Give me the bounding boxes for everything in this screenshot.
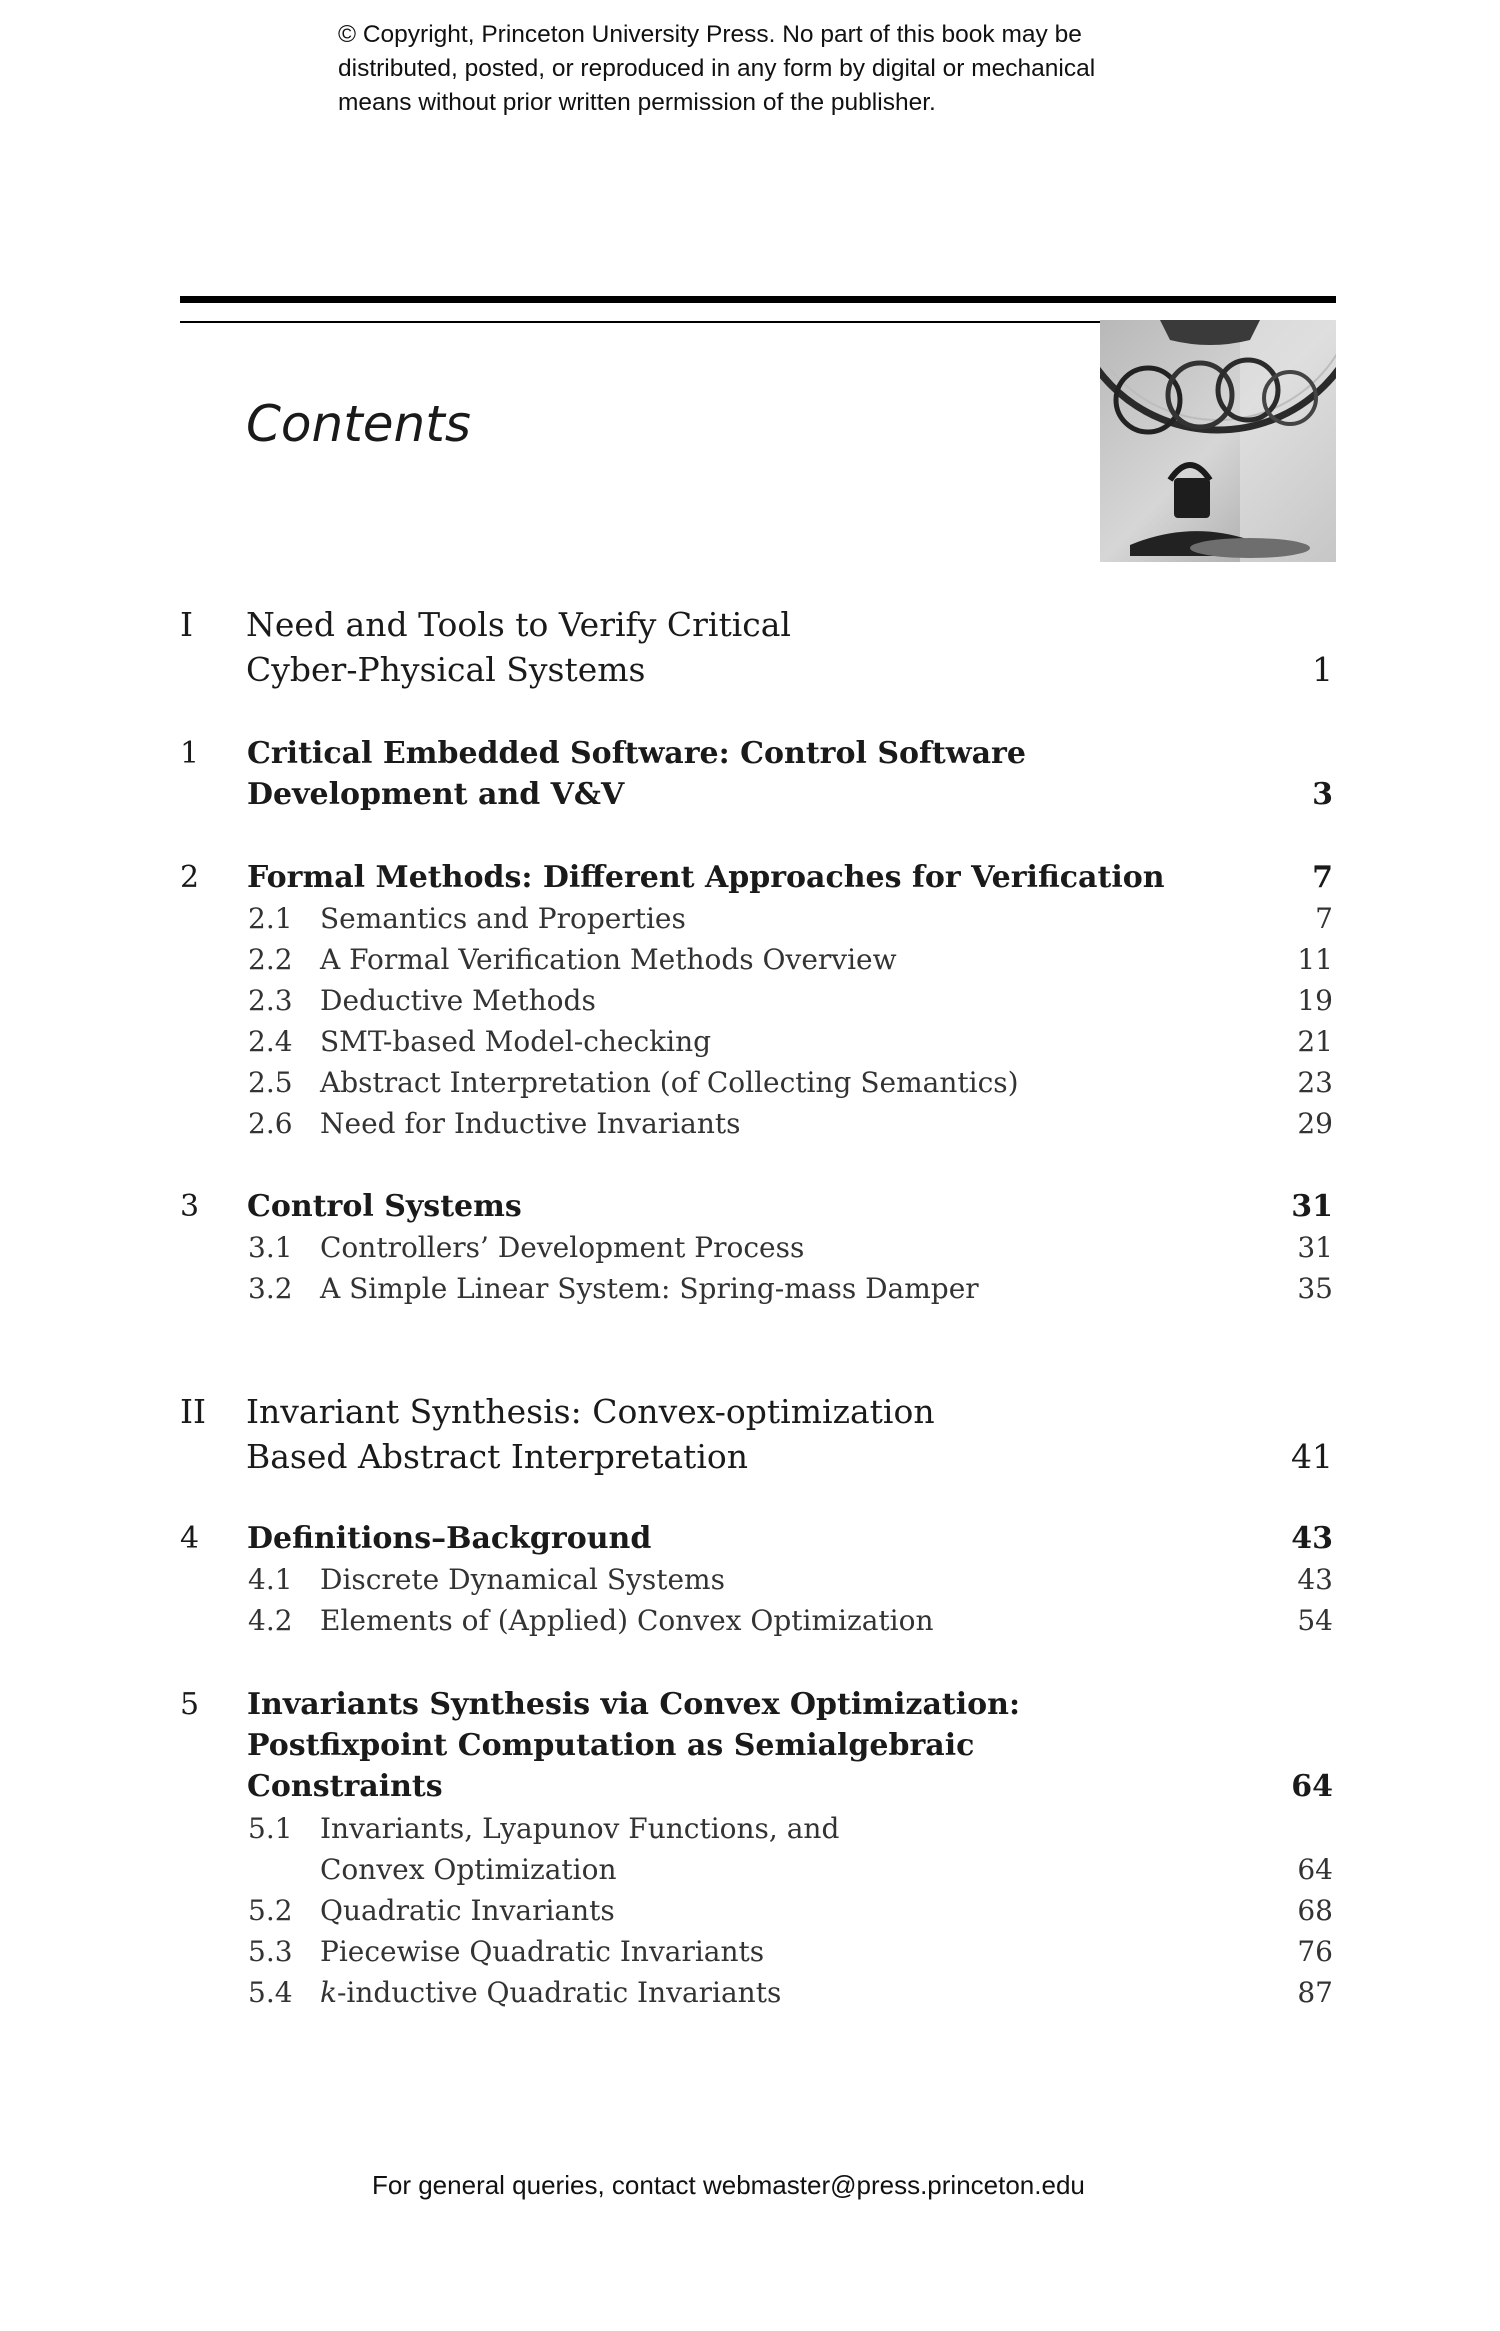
page-number: 3 xyxy=(1312,777,1333,812)
part-title: Need and Tools to Verify Critical xyxy=(246,605,791,644)
chapter-title: Formal Methods: Different Approaches for Verification xyxy=(247,860,1165,895)
section-number: 3.2 xyxy=(248,1272,293,1305)
footer-contact: For general queries, contact webmaster@press.princeton.edu xyxy=(372,2170,1085,2200)
section-title: Deductive Methods xyxy=(320,984,596,1017)
chapter-title: Invariants Synthesis via Convex Optimization: xyxy=(247,1687,1021,1722)
section-title xyxy=(320,1972,781,2013)
section-number: 2.3 xyxy=(248,984,293,1017)
chapter-number: 1 xyxy=(180,736,200,771)
section-title: Discrete Dynamical Systems xyxy=(320,1563,725,1596)
page-number: 7 xyxy=(1312,860,1333,895)
page-number: 64 xyxy=(1297,1853,1333,1886)
chapter-title: Postfixpoint Computation as Semialgebraic xyxy=(247,1728,975,1763)
chapter-title: Critical Embedded Software: Control Software xyxy=(247,736,1026,771)
page-number: 23 xyxy=(1297,1066,1333,1099)
page-number: 35 xyxy=(1297,1272,1333,1305)
chapter-number: 4 xyxy=(180,1521,200,1556)
section-title: Elements of (Applied) Convex Optimization xyxy=(320,1604,934,1637)
part-number: II xyxy=(180,1392,207,1431)
page-number: 21 xyxy=(1297,1025,1333,1058)
part-title: Based Abstract Interpretation xyxy=(246,1437,748,1476)
section-number: 5.4 xyxy=(248,1976,293,2009)
section-title-text: -inductive Quadratic Invariants xyxy=(336,1976,782,2009)
section-title: A Simple Linear System: Spring-mass Damper xyxy=(320,1272,979,1305)
page-number: 7 xyxy=(1315,902,1333,935)
section-title: Need for Inductive Invariants xyxy=(320,1107,741,1140)
math-variable: k xyxy=(320,1976,337,2009)
chapter-title: Control Systems xyxy=(247,1189,522,1224)
section-number: 2.2 xyxy=(248,943,293,976)
page-number: 31 xyxy=(1291,1189,1333,1224)
section-title: A Formal Verification Methods Overview xyxy=(320,943,897,976)
page-number: 43 xyxy=(1297,1563,1333,1596)
section-number: 2.6 xyxy=(248,1107,293,1140)
chapter-title: Definitions–Background xyxy=(247,1521,652,1556)
section-number: 2.1 xyxy=(248,902,293,935)
section-number: 2.4 xyxy=(248,1025,293,1058)
chapter-number: 3 xyxy=(180,1189,200,1224)
section-number: 5.3 xyxy=(248,1935,293,1968)
section-number: 3.1 xyxy=(248,1231,293,1264)
page-number: 19 xyxy=(1297,984,1333,1017)
copyright-line: distributed, posted, or reproduced in any form by digital or mechanical xyxy=(338,55,1096,82)
part-number: I xyxy=(180,605,194,644)
page-number: 43 xyxy=(1291,1521,1333,1556)
page-number: 1 xyxy=(1312,650,1333,689)
chapter-title: Development and V&V xyxy=(247,777,625,812)
page-number: 64 xyxy=(1291,1769,1333,1804)
section-title: Semantics and Properties xyxy=(320,902,686,935)
chapter-number: 5 xyxy=(180,1687,200,1722)
page-number: 68 xyxy=(1297,1894,1333,1927)
section-title: Invariants, Lyapunov Functions, and xyxy=(320,1812,840,1845)
section-title: Controllers’ Development Process xyxy=(320,1231,805,1264)
section-number: 4.1 xyxy=(248,1563,293,1596)
copyright-line: © Copyright, Princeton University Press. No part of this book may be xyxy=(338,21,1082,48)
page-number: 76 xyxy=(1297,1935,1333,1968)
section-title: Convex Optimization xyxy=(320,1853,617,1886)
page-number: 41 xyxy=(1291,1437,1333,1476)
section-number: 2.5 xyxy=(248,1066,293,1099)
page-number: 11 xyxy=(1297,943,1333,976)
copyright-line: means without prior written permission of the publisher. xyxy=(338,89,936,116)
section-title: Abstract Interpretation (of Collecting Semantics) xyxy=(320,1066,1019,1099)
section-number: 5.1 xyxy=(248,1812,293,1845)
page-number: 87 xyxy=(1297,1976,1333,2009)
chapter-title: Constraints xyxy=(247,1769,443,1804)
part-title: Cyber-Physical Systems xyxy=(246,650,646,689)
section-title: SMT-based Model-checking xyxy=(320,1025,712,1058)
section-title: Quadratic Invariants xyxy=(320,1894,615,1927)
part-title: Invariant Synthesis: Convex-optimization xyxy=(246,1392,935,1431)
page-number: 54 xyxy=(1297,1604,1333,1637)
section-number: 5.2 xyxy=(248,1894,293,1927)
contents-heading: Contents xyxy=(246,395,471,453)
section-number: 4.2 xyxy=(248,1604,293,1637)
page-number: 29 xyxy=(1297,1107,1333,1140)
page-number: 31 xyxy=(1297,1231,1333,1264)
section-title: Piecewise Quadratic Invariants xyxy=(320,1935,765,1968)
chapter-number: 2 xyxy=(180,860,200,895)
